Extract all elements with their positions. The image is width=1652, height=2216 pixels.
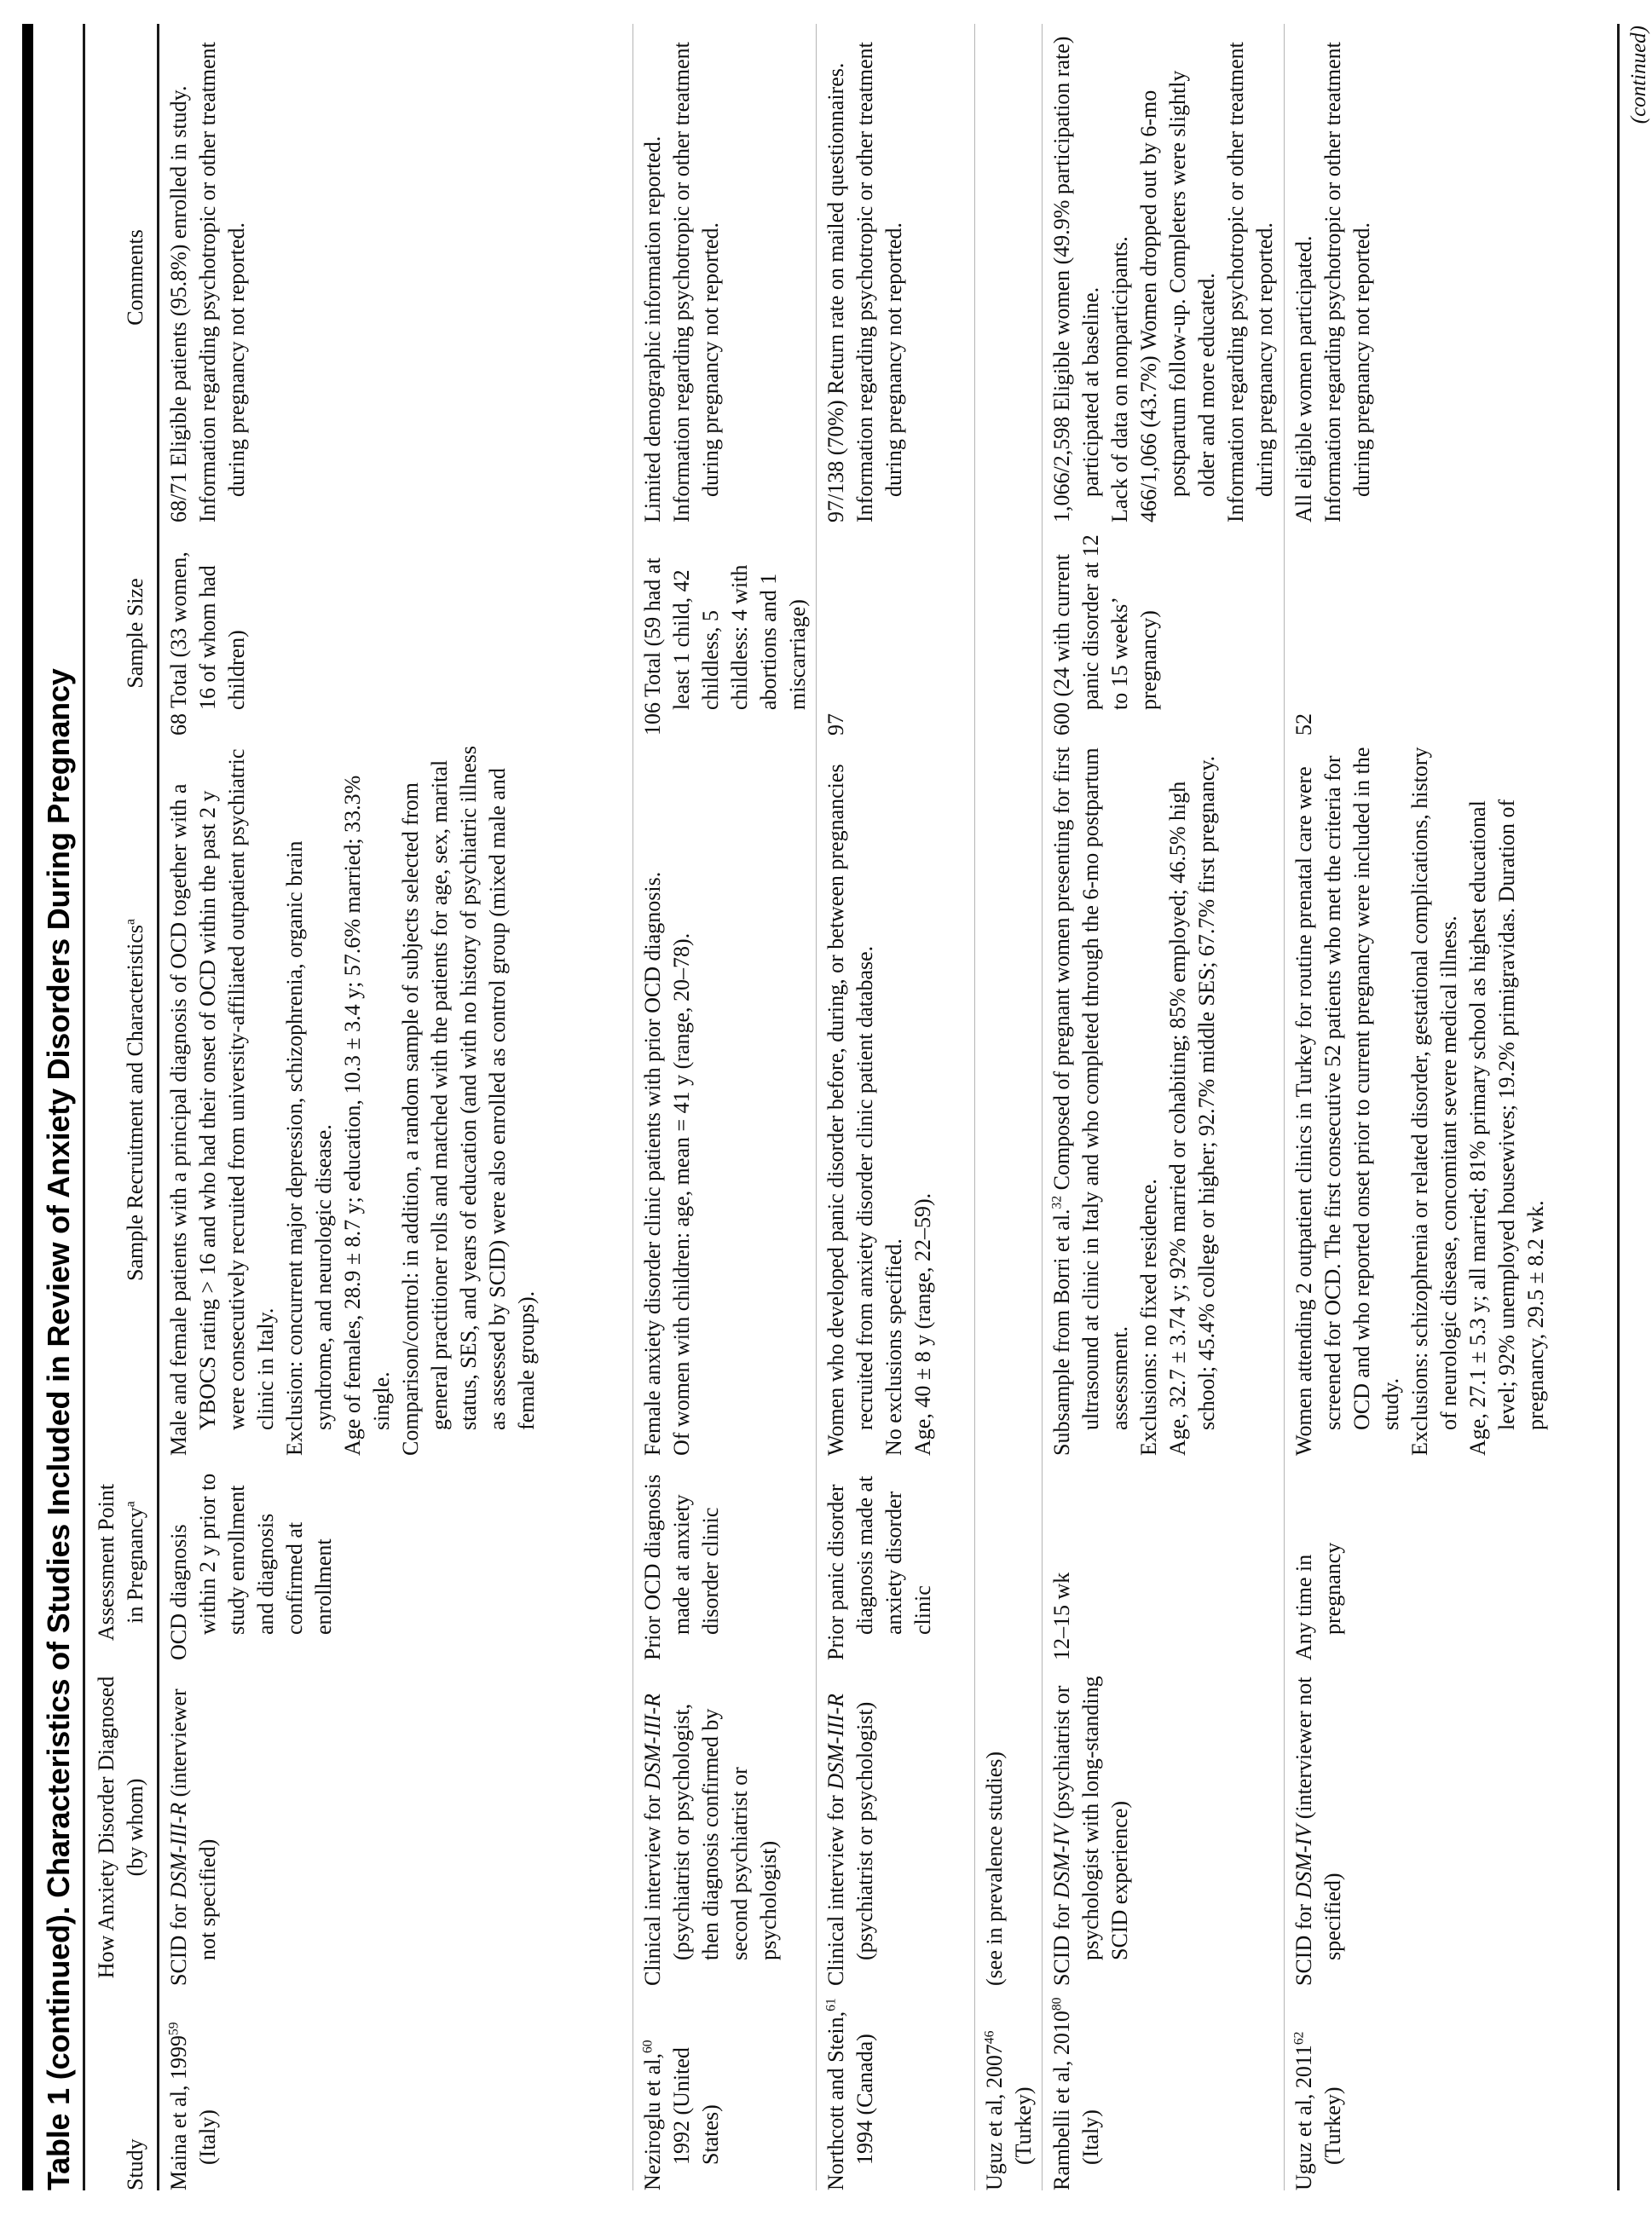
cell-paragraph: Prior panic disorder diagnosis made at anxiety disorder clinic	[823, 1475, 935, 1660]
cell-comments	[975, 24, 1043, 522]
cell-assessment	[1043, 1456, 1285, 1660]
cell-paragraph: Uguz et al, 2007$^{46}$ (Turkey)	[982, 2030, 1036, 2190]
cell-sample_size	[159, 522, 633, 736]
cell-paragraph: Of women with children: age, mean = 41 y (range, 20–78).	[669, 932, 694, 1456]
cell-study	[633, 1986, 817, 2190]
cell-sample_size	[633, 522, 817, 736]
cell-paragraph: Age of females, 28.9 ± 8.7 y; education, 10.3 ± 3.4 y; 57.6% married; 33.3% single.	[340, 775, 394, 1456]
cell-comments	[817, 24, 975, 522]
cell-paragraph: SCID for DSM-IV (psychiatrist or psychologist with long-standing SCID experience)	[1049, 1676, 1132, 1986]
cell-assessment	[1285, 1456, 1619, 1660]
cell-paragraph: Rambelli et al, 2010$^{80}$ (Italy)	[1049, 1997, 1103, 2190]
column-header-recruitment: Sample Recruitment and Characteristics$^a$	[85, 736, 159, 1456]
cell-study	[159, 1986, 633, 2190]
cell-comments	[159, 24, 633, 522]
cell-paragraph: Age, 27.1 ± 5.3 y; all married; 81% primary school as highest educational level; 92% unemployed housewives; 19.2% primigravidas. Duration of pregnancy, 29.5 ± 8.2 wk.	[1465, 799, 1548, 1456]
cell-paragraph: Information regarding psychotropic or other treatment during pregnancy not reported.	[852, 42, 906, 522]
cell-paragraph: All eligible women participated.	[1291, 235, 1316, 522]
cell-paragraph: 68 Total (33 women, 16 of whom had children)	[166, 551, 249, 736]
cell-diagnosed	[1043, 1660, 1285, 1986]
cell-recruitment	[1043, 736, 1285, 1456]
cell-study	[817, 1986, 975, 2190]
table-row	[159, 24, 633, 2190]
cell-paragraph: Women attending 2 outpatient clinics in Turkey for routine prenatal care were screened for OCD. The first consecutive 52 patients who met the criteria for OCD and who reported onset prior to current pregnancy were included in the study.	[1291, 747, 1403, 1456]
cell-study	[1043, 1986, 1285, 2190]
cell-assessment	[633, 1456, 817, 1660]
cell-paragraph: Subsample from Borri et al.$^{32}$ Composed of pregnant women presenting for first ultrasound at clinic in Italy and who completed through the 6-mo postpartum assessment.	[1049, 747, 1132, 1456]
cell-paragraph: No exclusions specified.	[881, 1238, 906, 1456]
cell-sample_size	[1285, 522, 1619, 736]
cell-paragraph: 1,066/2,598 Eligible women (49.9% participation rate) participated at baseline.	[1049, 36, 1103, 522]
cell-comments	[633, 24, 817, 522]
cell-recruitment	[159, 736, 633, 1456]
cell-comments	[1043, 24, 1285, 522]
studies-table	[85, 24, 1620, 2190]
cell-paragraph: Comparison/control: in addition, a random sample of subjects selected from general practitioner rolls and matched with the patients for age, sex, marital status, SES, and years of education (and with no history of psychiatric illness as assessed by SCID) were also enrolled as control group (mixed male and female groups).	[398, 746, 539, 1456]
header-row	[85, 24, 159, 2190]
cell-diagnosed	[975, 1660, 1043, 1986]
cell-diagnosed	[633, 1660, 817, 1986]
continued-note: (continued)	[1627, 26, 1650, 124]
cell-paragraph: 12–15 wk	[1049, 1572, 1074, 1660]
cell-paragraph: Maina et al, 1999$^{59}$ (Italy)	[166, 2022, 220, 2190]
cell-paragraph: (see in prevalence studies)	[982, 1751, 1007, 1986]
cell-paragraph: 466/1,066 (43.7%) Women dropped out by 6-mo postpartum follow-up. Completers were slightly older and more educated.	[1136, 70, 1219, 522]
cell-paragraph: Exclusion: concurrent major depression, schizophrenia, organic brain syndrome, and neurologic disease.	[282, 840, 336, 1456]
cell-paragraph: 97/138 (70%) Return rate on mailed questionnaires.	[823, 62, 848, 522]
cell-paragraph: Women who developed panic disorder before, during, or between pregnancies recruited from anxiety disorder clinic patient database.	[823, 764, 877, 1456]
cell-diagnosed	[1285, 1660, 1619, 1986]
cell-paragraph: 68/71 Eligible patients (95.8%) enrolled in study.	[166, 85, 191, 522]
cell-paragraph: Limited demographic information reported.	[640, 136, 665, 522]
cell-paragraph: OCD diagnosis within 2 y prior to study enrollment and diagnosis confirmed at enrollment	[166, 1473, 336, 1660]
cell-assessment	[817, 1456, 975, 1660]
cell-diagnosed	[159, 1660, 633, 1986]
cell-paragraph: 52	[1291, 713, 1316, 736]
cell-paragraph: Exclusions: schizophrenia or related disorder, gestational complications, history of neurologic disease, concomitant severe medical illness.	[1407, 747, 1461, 1456]
table-row	[817, 24, 975, 2190]
column-header-comments: Comments	[85, 24, 159, 522]
cell-assessment	[975, 1456, 1043, 1660]
cell-paragraph: Information regarding psychotropic or other treatment during pregnancy not reported.	[1223, 42, 1277, 522]
cell-study	[975, 1986, 1043, 2190]
cell-recruitment	[1285, 736, 1619, 1456]
cell-sample_size	[817, 522, 975, 736]
cell-paragraph: Age, 32.7 ± 3.74 y; 92% married or cohabiting; 85% employed; 46.5% high school; 45.4% college or higher; 92.7% middle SES; 67.7% first pregnancy.	[1165, 755, 1219, 1456]
table-header	[85, 24, 159, 2190]
cell-paragraph: SCID for DSM-IV (interviewer not specified)	[1291, 1676, 1345, 1986]
table-row	[975, 24, 1043, 2190]
cell-paragraph: Age, 40 ± 8 y (range, 22–59).	[910, 1192, 935, 1456]
cell-paragraph: Clinical interview for DSM-III-R (psychiatrist or psychologist)	[823, 1694, 877, 1986]
cell-paragraph: Uguz et al, 2011$^{62}$ (Turkey)	[1291, 2031, 1345, 2190]
column-header-study: Study	[85, 1986, 159, 2190]
cell-paragraph: Prior OCD diagnosis made at anxiety disorder clinic	[640, 1474, 723, 1660]
cell-paragraph: Neziroglu et al,$^{60}$ 1992 (United States)	[640, 2040, 723, 2190]
cell-study	[1285, 1986, 1619, 2190]
cell-recruitment	[817, 736, 975, 1456]
cell-paragraph: Male and female patients with a principal diagnosis of OCD together with a YBOCS rating > 16 and who had their onset of OCD within the past 2 y were consecutively recruited from university-affiliated outpatient psychiatric clinic in Italy.	[166, 748, 278, 1456]
column-header-assessment: Assessment Point in Pregnancy$^a$	[85, 1456, 159, 1660]
cell-paragraph: Clinical interview for DSM-III-R (psychiatrist or psychologist, then diagnosis confirmed by second psychiatrist or psychologist)	[640, 1694, 781, 1986]
cell-paragraph: Female anxiety disorder clinic patients with prior OCD diagnosis.	[640, 871, 665, 1456]
cell-recruitment	[633, 736, 817, 1456]
table-body	[159, 24, 1619, 2190]
cell-paragraph: Any time in pregnancy	[1291, 1542, 1345, 1660]
column-header-diagnosed: How Anxiety Disorder Diagnosed (by whom)	[85, 1660, 159, 1986]
cell-paragraph: Information regarding psychotropic or other treatment during pregnancy not reported.	[669, 42, 723, 522]
table-row	[633, 24, 817, 2190]
table-block	[22, 24, 1652, 2190]
cell-paragraph: Lack of data on nonparticipants.	[1107, 236, 1132, 522]
cell-assessment	[159, 1456, 633, 1660]
cell-paragraph: SCID for DSM-III-R (interviewer not specified)	[166, 1688, 220, 1986]
column-header-sample_size: Sample Size	[85, 522, 159, 736]
cell-paragraph: 600 (24 with current panic disorder at 12 to 15 weeks’ pregnancy)	[1049, 534, 1161, 736]
table-title: Table 1 (continued). Characteristics of Studies Included in Review of Anxiety Disorders During Pregnancy	[41, 668, 76, 2190]
cell-paragraph: 106 Total (59 had at least 1 child, 42 childless, 5 childless: 4 with abortions and 1 miscarriage)	[640, 557, 810, 736]
table-row	[1043, 24, 1285, 2190]
cell-recruitment	[975, 736, 1043, 1456]
cell-paragraph: Exclusions: no fixed residence.	[1136, 1179, 1161, 1456]
cell-paragraph: 97	[823, 713, 848, 736]
cell-sample_size	[975, 522, 1043, 736]
cell-paragraph: Information regarding psychotropic or other treatment during pregnancy not reported.	[1320, 42, 1374, 522]
table-row	[1285, 24, 1619, 2190]
table-top-rule	[22, 24, 33, 2190]
cell-paragraph: Information regarding psychotropic or other treatment during pregnancy not reported.	[195, 42, 249, 522]
cell-comments	[1285, 24, 1619, 522]
cell-sample_size	[1043, 522, 1285, 736]
cell-diagnosed	[817, 1660, 975, 1986]
cell-paragraph: Northcott and Stein,$^{61}$ 1994 (Canada)	[823, 1998, 877, 2190]
